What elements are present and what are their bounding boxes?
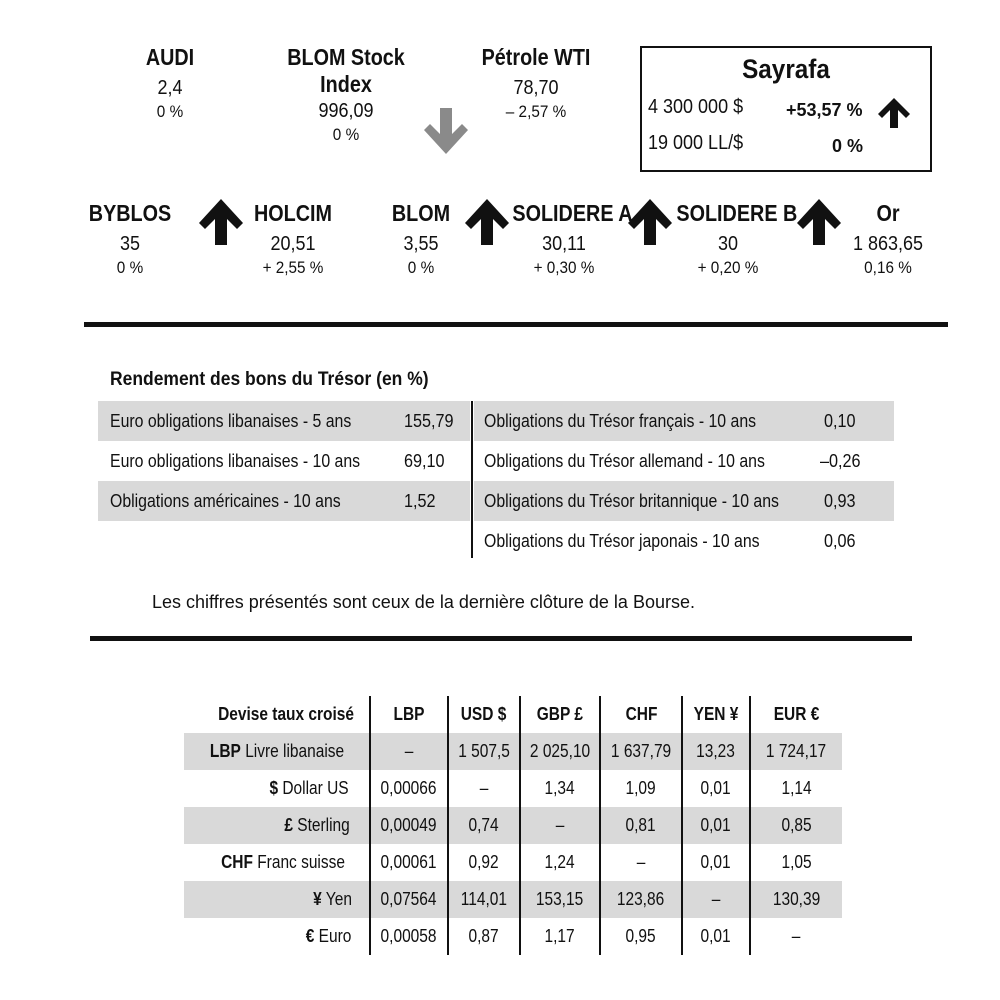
ticker-value: 78,70	[513, 77, 559, 99]
ticker-blom	[380, 200, 462, 278]
table-row	[184, 918, 842, 955]
ticker-change: + 0,20 %	[697, 258, 759, 277]
rate-cell: 0,01	[682, 844, 750, 881]
fx-header: LBP	[370, 696, 448, 733]
currency-name: $ Dollar US	[269, 778, 349, 798]
rate-cell: 0,01	[682, 807, 750, 844]
rate-cell: 0,07564	[370, 881, 448, 918]
arrow-up-icon	[628, 197, 672, 245]
ticker-change: 0 %	[407, 258, 435, 277]
ticker-name: SOLIDERE A	[512, 200, 633, 226]
currency-name: ¥ Yen	[184, 881, 370, 918]
fx-header: EUR €	[750, 696, 842, 733]
arrow-up-icon	[878, 96, 910, 128]
ticker-byblos	[80, 200, 180, 278]
bond-label: Obligations du Trésor allemand - 10 ans	[484, 451, 765, 471]
fx-header: Devise taux croisé	[217, 704, 354, 724]
sayrafa-change-usd: +53,57 %	[786, 100, 863, 120]
bond-label: Obligations du Trésor français - 10 ans	[484, 411, 757, 431]
ticker-change: 0,16 %	[864, 258, 912, 277]
ticker-value: 30,11	[542, 233, 586, 255]
arrow-up-icon	[199, 197, 243, 245]
rate-cell: 0,92	[448, 844, 520, 881]
ticker-petrole-wti	[466, 44, 606, 122]
ticker-name: Pétrole WTI	[481, 44, 591, 70]
bonds-title: Rendement des bons du Trésor (en %)	[110, 369, 429, 390]
ticker-value: 2,4	[157, 77, 183, 99]
rate-cell: –	[448, 770, 520, 807]
bond-value: 0,06	[824, 531, 856, 551]
fx-header: GBP £	[520, 696, 600, 733]
rate-cell: 0,85	[750, 807, 842, 844]
bond-label: Obligations américaines - 10 ans	[110, 491, 341, 511]
column-separator	[471, 401, 473, 558]
ticker-value: 1 863,65	[852, 233, 924, 255]
ticker-name: BYBLOS	[88, 200, 172, 226]
rate-cell: 1,17	[520, 918, 600, 955]
ticker-holcim	[238, 200, 348, 278]
arrow-up-icon	[465, 197, 509, 245]
rate-cell: –	[750, 918, 842, 955]
rate-cell: –	[600, 844, 682, 881]
rate-cell: –	[682, 881, 750, 918]
bond-label: Euro obligations libanaises - 10 ans	[110, 451, 361, 471]
ticker-change: + 2,55 %	[262, 258, 324, 277]
currency-name: LBP Livre libanaise	[184, 733, 370, 770]
table-row	[184, 733, 842, 770]
rate-cell: 1,05	[750, 844, 842, 881]
fx-header-row	[184, 696, 842, 733]
table-row	[184, 770, 842, 807]
table-row	[184, 807, 842, 844]
divider	[84, 322, 948, 327]
fx-header: CHF	[600, 696, 682, 733]
ticker-name: SOLIDERE B	[676, 200, 798, 226]
ticker-value: 3,55	[403, 233, 439, 255]
footnote: Les chiffres présentés sont ceux de la dernière clôture de la Bourse.	[152, 592, 695, 612]
ticker-change: 0 %	[116, 258, 144, 277]
bond-value: 0,10	[824, 411, 856, 431]
rate-cell: 1,14	[750, 770, 842, 807]
ticker-name-line1: BLOM Stock	[287, 44, 405, 70]
divider	[90, 636, 912, 641]
bond-value: 0,93	[824, 491, 856, 511]
fx-table	[184, 696, 842, 955]
rate-cell: 153,15	[520, 881, 600, 918]
rate-cell: 1,34	[520, 770, 600, 807]
rate-cell: 0,00058	[370, 918, 448, 955]
ticker-value: 35	[119, 233, 141, 255]
ticker-solidere-b	[668, 200, 798, 278]
ticker-value: 20,51	[270, 233, 316, 255]
ticker-name: AUDI	[145, 44, 195, 70]
bond-value: 69,10	[404, 451, 445, 471]
bond-row	[98, 401, 470, 441]
rate-cell: 1 637,79	[600, 733, 682, 770]
rate-cell: 0,01	[682, 770, 750, 807]
rate-cell: 1,09	[600, 770, 682, 807]
bond-row	[98, 481, 470, 521]
ticker-or	[838, 200, 938, 278]
rate-cell: 2 025,10	[520, 733, 600, 770]
ticker-name: BLOM	[391, 200, 451, 226]
bond-value: 1,52	[404, 491, 436, 511]
bond-row	[474, 521, 894, 561]
rate-cell: 0,00061	[370, 844, 448, 881]
bond-row	[474, 481, 894, 521]
rate-cell: –	[370, 733, 448, 770]
sayrafa-change-lbp: 0 %	[832, 136, 864, 156]
bond-value: 155,79	[404, 411, 454, 431]
rate-cell: 0,87	[448, 918, 520, 955]
ticker-name: Or	[876, 200, 900, 226]
fx-header: YEN ¥	[682, 696, 750, 733]
rate-cell: 0,81	[600, 807, 682, 844]
ticker-blom-index	[266, 44, 426, 145]
sayrafa-title: Sayrafa	[742, 54, 830, 84]
rate-cell: 0,95	[600, 918, 682, 955]
ticker-change: 0 %	[332, 125, 360, 144]
currency-name: CHF Franc suisse	[221, 852, 345, 872]
rate-cell: 130,39	[750, 881, 842, 918]
fx-header: USD $	[448, 696, 520, 733]
table-row	[184, 881, 842, 918]
bond-label: Obligations du Trésor britannique - 10 ans	[484, 491, 779, 511]
ticker-audi	[120, 44, 220, 122]
bond-label: Euro obligations libanaises - 5 ans	[110, 411, 352, 431]
bond-row	[474, 401, 894, 441]
sayrafa-rate-usd: 4 300 000 $	[648, 96, 744, 118]
rate-cell: 1 507,5	[448, 733, 520, 770]
rate-cell: 0,74	[448, 807, 520, 844]
ticker-value: 30	[717, 233, 739, 255]
sayrafa-box	[640, 46, 932, 172]
bond-row	[474, 441, 894, 481]
rate-cell: –	[520, 807, 600, 844]
ticker-change: – 2,57 %	[505, 102, 567, 121]
ticker-name-line2: Index	[320, 71, 372, 97]
currency-name: € Euro	[305, 926, 352, 946]
sayrafa-rate-lbp: 19 000 LL/$	[648, 132, 744, 154]
bond-value: –0,26	[820, 451, 861, 471]
rate-cell: 1 724,17	[750, 733, 842, 770]
ticker-value: 996,09	[318, 100, 374, 122]
ticker-change: + 0,30 %	[533, 258, 595, 277]
ticker-change: 0 %	[156, 102, 184, 121]
ticker-name: HOLCIM	[253, 200, 333, 226]
bond-label: Obligations du Trésor japonais - 10 ans	[484, 531, 760, 551]
rate-cell: 114,01	[448, 881, 520, 918]
arrow-down-icon	[424, 108, 468, 156]
ticker-solidere-a	[504, 200, 633, 278]
rate-cell: 0,00049	[370, 807, 448, 844]
rate-cell: 13,23	[682, 733, 750, 770]
rate-cell: 0,00066	[370, 770, 448, 807]
currency-name: £ Sterling	[184, 807, 370, 844]
rate-cell: 123,86	[600, 881, 682, 918]
rate-cell: 1,24	[520, 844, 600, 881]
rate-cell: 0,01	[682, 918, 750, 955]
bond-row	[98, 441, 470, 481]
table-row	[184, 844, 842, 881]
arrow-up-icon	[797, 197, 841, 245]
